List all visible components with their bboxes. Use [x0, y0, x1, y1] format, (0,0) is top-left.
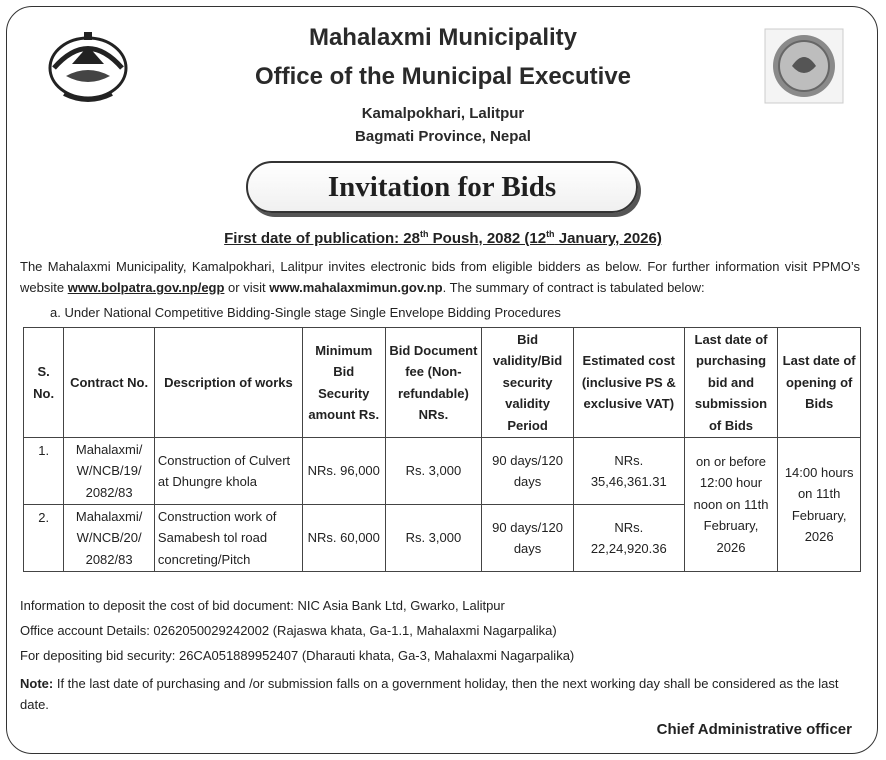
opening-date: 14:00 hours on 11th February, 2026: [778, 438, 861, 572]
row1-fee: Rs. 3,000: [385, 438, 482, 505]
bolpatra-link[interactable]: www.bolpatra.gov.np/egp: [67, 280, 225, 295]
row2-contract: Mahalaxmi/ W/NCB/20/ 2082/83: [64, 505, 155, 572]
signature: Chief Administrative officer: [656, 721, 852, 738]
row2-sno: 2.: [24, 505, 64, 572]
banner: [246, 161, 638, 213]
row2-security: NRs. 60,000: [302, 505, 385, 572]
header-last-purchase: Last date of purchasing bid and submission of Bids: [684, 328, 778, 438]
header-validity: Bid validity/Bid security validity Period: [482, 328, 574, 438]
bid-security-info: For depositing bid security: 26CA051889952407 (Dharauti khata, Ga-3, Mahalaxmi Nagarpalika): [20, 648, 575, 663]
publication-mid: Poush, 2082 (12: [428, 230, 547, 247]
row1-contract: Mahalaxmi/ W/NCB/19/ 2082/83: [64, 438, 155, 505]
table-row: [24, 438, 861, 505]
row2-description: Construction work of Samabesh tol road concreting/Pitch: [154, 505, 302, 572]
publication-sup2: th: [546, 229, 555, 239]
header-contract: Contract No.: [64, 328, 155, 438]
contracts-table: [23, 327, 861, 572]
intro-paragraph: [20, 256, 860, 298]
procedure-subheading: a. Under National Competitive Bidding-Single stage Single Envelope Bidding Procedures: [50, 305, 561, 320]
row1-validity: 90 days/120 days: [482, 438, 574, 505]
header-sno: S. No.: [24, 328, 64, 438]
address-line1: Kamalpokhari, Lalitpur: [361, 105, 525, 122]
row1-cost: NRs. 35,46,361.31: [573, 438, 684, 505]
publication-text: [224, 230, 662, 247]
publication-prefix: First date of publication: 28: [224, 230, 420, 247]
office-title: Office of the Municipal Executive: [254, 63, 632, 90]
municipality-website-link[interactable]: www.mahalaxmimun.gov.np: [269, 280, 443, 295]
address-line2: Bagmati Province, Nepal: [355, 128, 531, 145]
header-cost: Estimated cost (inclusive PS & exclusive VAT): [573, 328, 684, 438]
row1-security: NRs. 96,000: [302, 438, 385, 505]
intro-part1: The Mahalaxmi Municipality, Kamalpokhari, Lalitpur invites electronic bids from eligible bidders as below. For further information visit PPMO’s website: [20, 259, 860, 295]
holiday-note: [20, 673, 860, 715]
publication-suffix: January, 2026): [554, 230, 662, 247]
header-description: Description of works: [154, 328, 302, 438]
publication-date: [0, 229, 886, 247]
note-text: If the last date of purchasing and /or submission falls on a government holiday, then the next working day shall be considered as the last date.: [20, 676, 839, 712]
row1-sno: 1.: [24, 438, 64, 505]
last-purchase-date: on or before 12:00 hour noon on 11th February, 2026: [684, 438, 778, 572]
header-fee: Bid Document fee (Non-refundable) NRs.: [385, 328, 482, 438]
header-security: Minimum Bid Security amount Rs.: [302, 328, 385, 438]
bank-info: Information to deposit the cost of bid document: NIC Asia Bank Ltd, Gwarko, Lalitpur: [20, 598, 505, 613]
publication-sup1: th: [420, 229, 429, 239]
municipality-title: Mahalaxmi Municipality: [308, 24, 578, 51]
intro-part3: . The summary of contract is tabulated below:: [442, 280, 705, 295]
row2-fee: Rs. 3,000: [385, 505, 482, 572]
row1-description: Construction of Culvert at Dhungre khola: [154, 438, 302, 505]
note-label: Note:: [20, 676, 54, 691]
intro-part2: or visit: [224, 280, 270, 295]
office-account-info: Office account Details: 0262050029242002 (Rajaswa khata, Ga-1.1, Mahalaxmi Nagarpalika): [20, 623, 557, 638]
row2-cost: NRs. 22,24,920.36: [573, 505, 684, 572]
banner-title: Invitation for Bids: [327, 171, 557, 203]
header-opening: Last date of opening of Bids: [778, 328, 861, 438]
table-header-row: [24, 328, 861, 438]
row2-validity: 90 days/120 days: [482, 505, 574, 572]
